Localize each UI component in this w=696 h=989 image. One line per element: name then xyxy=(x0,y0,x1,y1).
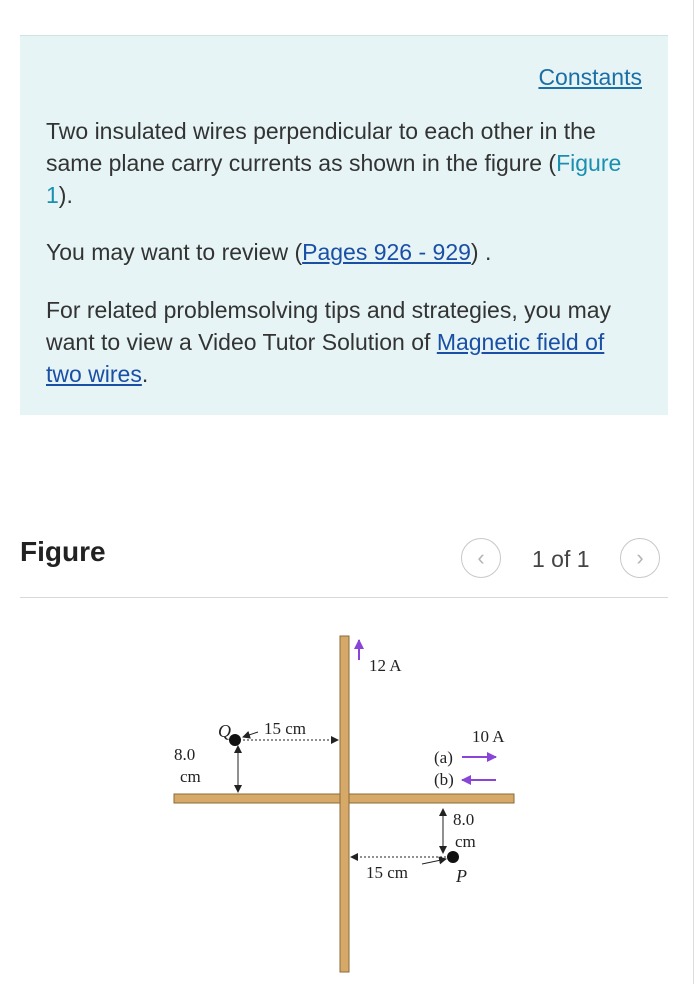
p-vertical-unit: cm xyxy=(455,832,476,851)
option-a-label: (a) xyxy=(434,748,453,767)
option-b-label: (b) xyxy=(434,770,454,789)
review-pages-text xyxy=(46,236,646,268)
point-q-label: Q xyxy=(218,721,231,741)
next-figure-button[interactable] xyxy=(620,538,660,578)
point-p-label: P xyxy=(456,866,467,886)
problem-text: Two insulated wires perpendicular to each other in the same plane carry currents as shown in the figure ( xyxy=(46,118,596,176)
figure-heading: Figure xyxy=(20,536,106,567)
tutor-text-end: . xyxy=(141,361,149,387)
info-panel xyxy=(20,35,668,415)
previous-figure-button[interactable] xyxy=(461,538,501,578)
current-label-horizontal: 10 A xyxy=(472,727,505,746)
constants-link[interactable]: Constants xyxy=(538,64,642,90)
review-text-end: ) . xyxy=(470,239,492,265)
wires-figure xyxy=(150,620,550,984)
q-vertical-value: 8.0 xyxy=(174,745,196,764)
tutor-text: For related problemsolving tips and strategies, you may want to view a Video Tutor Solution of xyxy=(46,297,612,355)
page-right-border xyxy=(693,0,694,984)
p-horizontal-dimension-right xyxy=(422,859,446,864)
q-horizontal-label: 15 cm xyxy=(264,719,307,738)
p-horizontal-label: 15 cm xyxy=(366,863,409,882)
vertical-wire xyxy=(340,636,349,972)
point-p-dot xyxy=(447,851,459,863)
p-vertical-value: 8.0 xyxy=(453,810,475,829)
q-vertical-unit: cm xyxy=(180,767,201,786)
problem-text-end: ). xyxy=(58,182,73,208)
chevron-right-icon: › xyxy=(636,545,644,570)
chevron-left-icon: ‹ xyxy=(477,545,485,570)
wires-diagram xyxy=(150,620,550,984)
problem-statement xyxy=(46,115,646,211)
q-horizontal-dimension-left xyxy=(243,732,258,737)
review-text: You may want to review ( xyxy=(46,239,303,265)
current-label-vertical: 12 A xyxy=(369,656,402,675)
pages-link[interactable]: Pages 926 - 929 xyxy=(302,239,471,265)
tutor-solution-text xyxy=(46,294,646,390)
figure-pager: 1 of 1 xyxy=(532,546,590,572)
figure-divider xyxy=(20,597,668,598)
figure-1-link[interactable]: Figure 1 xyxy=(46,150,622,208)
video-tutor-link[interactable]: Magnetic field of two wires xyxy=(46,329,605,387)
